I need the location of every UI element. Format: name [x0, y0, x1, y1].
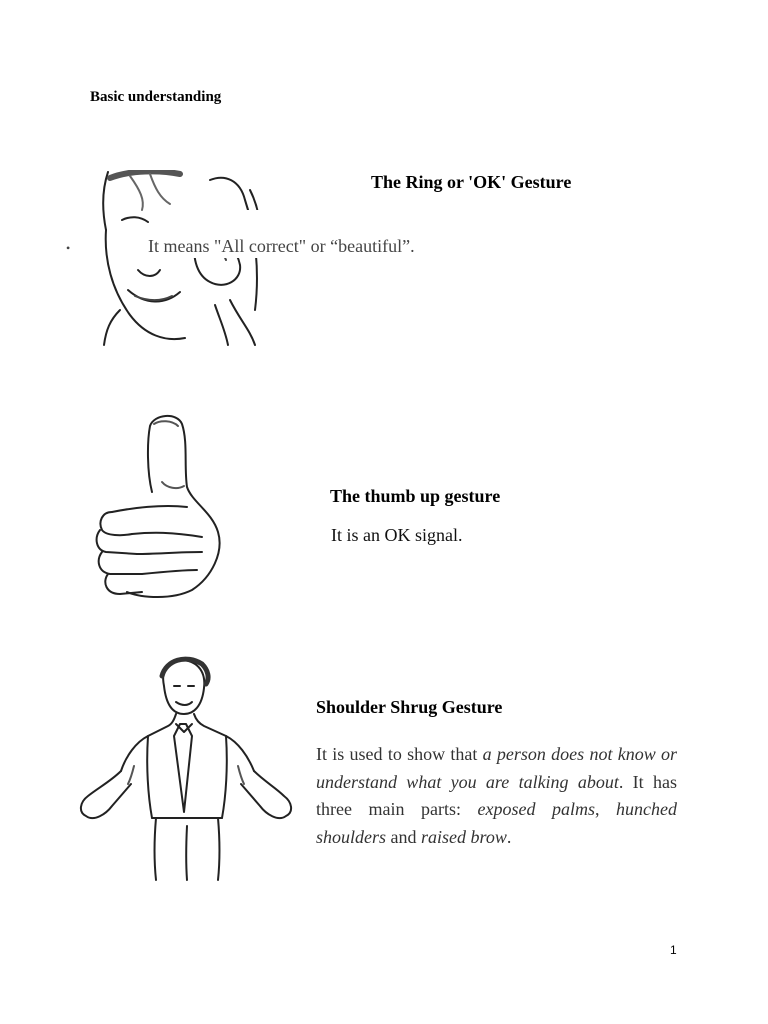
gesture-title-thumb-up: The thumb up gesture — [330, 486, 501, 506]
gesture-description-thumb-up: It is an OK signal. — [331, 525, 463, 545]
text-run: . — [506, 826, 512, 847]
shoulder-shrug-illustration — [76, 656, 296, 882]
text-run: and — [386, 826, 422, 847]
text-run-italic: exposed palms — [477, 799, 595, 819]
page-heading: Basic understanding — [90, 89, 222, 105]
text-run-italic: raised brow — [421, 826, 507, 847]
gesture-description-shoulder-shrug — [316, 741, 677, 851]
text-run-italic: a person does not know or understand what you are talking about — [316, 744, 677, 792]
text-run: , — [595, 799, 617, 819]
page-number: 1 — [670, 943, 677, 957]
ok-ring-gesture-illustration — [100, 170, 270, 348]
text-run: It is used to show that — [316, 744, 483, 764]
text-run-italic: hunched shoulders — [316, 799, 677, 847]
thumb-up-illustration — [92, 412, 232, 604]
bullet-marker: • — [66, 241, 71, 255]
gesture-description-ok: It means "All correct" or “beautiful”. — [148, 236, 415, 256]
gesture-title-ok: The Ring or 'OK' Gesture — [371, 172, 572, 192]
gesture-title-shoulder-shrug: Shoulder Shrug Gesture — [316, 697, 503, 717]
text-run: . It has three main parts: — [316, 771, 677, 819]
